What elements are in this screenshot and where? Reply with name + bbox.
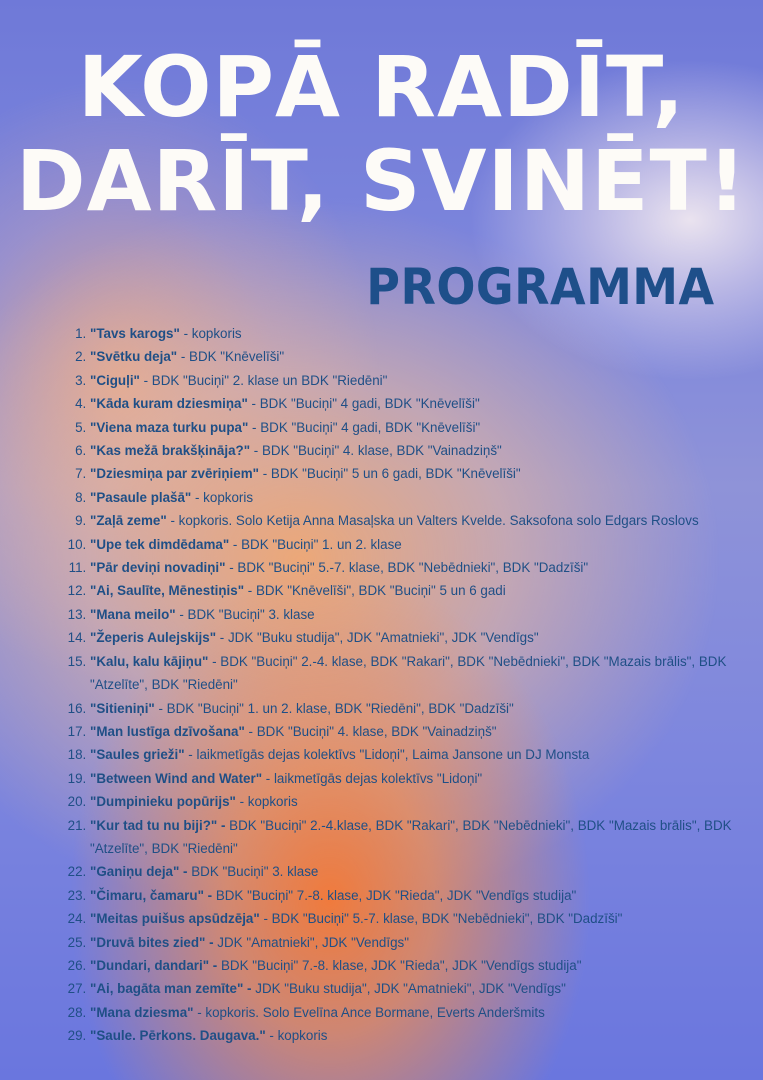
program-item-title: "Sitieniņi": [90, 700, 155, 716]
program-item-title: "Zaļā zeme": [90, 513, 167, 529]
program-item: [90, 650, 763, 697]
program-item: [90, 931, 763, 954]
program-item-title: "Pār deviņi novadiņi": [90, 560, 226, 576]
program-item-title: "Viena maza turku pupa": [90, 419, 249, 435]
program-item: [90, 977, 763, 1000]
program-item: [90, 392, 763, 415]
program-item-performers: - BDK "Buciņi" 2. klase un BDK "Riedēni": [139, 372, 388, 388]
program-item-title: "Žeperis Aulejskijs": [90, 630, 217, 646]
program-item-title: "Upe tek dimdēdama": [90, 536, 230, 552]
program-item: [90, 556, 763, 579]
program-item-title: "Ai, Saulīte, Mēnestiņis": [90, 583, 245, 599]
program-item-title: "Saules grieži": [90, 747, 185, 763]
program-item-performers: - BDK "Buciņi" 4 gadi, BDK "Knēvelīši": [248, 419, 481, 435]
program-item-performers: - laikmetīgās dejas kolektīvs "Lidoņi", Laima Jansone un DJ Monsta: [184, 747, 590, 763]
program-item-title: "Čimaru, čamaru" -: [90, 887, 213, 903]
program-item-title: "Dziesmiņa par zvēriņiem": [90, 466, 259, 482]
program-item: [90, 462, 763, 485]
program-item-title: "Svētku deja": [90, 349, 178, 365]
program-item: [90, 486, 763, 509]
program-item-performers: - BDK "Buciņi" 5.-7. klase, BDK "Nebēdnieki", BDK "Dadzīši": [259, 911, 623, 927]
program-item-title: "Dundari, dandari" -: [90, 957, 218, 973]
program-item-title: "Kalu, kalu kājiņu": [90, 653, 209, 669]
program-item: [90, 1001, 763, 1024]
program-item-performers: BDK "Buciņi" 7.-8. klase, JDK "Rieda", JDK "Vendīgs studija": [212, 887, 577, 903]
program-item-performers: - BDK "Knēvelīši", BDK "Buciņi" 5 un 6 gadi: [244, 583, 506, 599]
program-item: [90, 345, 763, 368]
program-heading: PROGRAMMA: [366, 258, 715, 316]
program-item-performers: - BDK "Buciņi" 4 gadi, BDK "Knēvelīši": [247, 396, 480, 412]
program-item: [90, 884, 763, 907]
program-item-title: "Pasaule plašā": [90, 489, 192, 505]
program-item-title: "Kur tad tu nu biji?" -: [90, 817, 226, 833]
program-item-title: "Dumpinieku popūrijs": [90, 794, 236, 810]
program-item: [90, 720, 763, 743]
headline-line-2: DARĪT, SVINĒT!: [15, 132, 748, 230]
program-item-performers: - JDK "Buku studija", JDK "Amatnieki", JDK "Vendīgs": [216, 630, 539, 646]
program-item-performers: - BDK "Buciņi" 4. klase, BDK "Vainadziņš": [250, 443, 502, 459]
program-item: [90, 322, 763, 345]
program-item-title: "Mana dziesma": [90, 1004, 194, 1020]
program-item-performers: - kopkoris. Solo Ketija Anna Masaļska un Valters Kvelde. Saksofona solo Edgars Roslovs: [166, 513, 699, 529]
program-item: [90, 439, 763, 462]
program-item: [90, 743, 763, 766]
program-item: [90, 626, 763, 649]
program-item: [90, 860, 763, 883]
program-item: [90, 954, 763, 977]
program-item: [90, 697, 763, 720]
program-item: [90, 579, 763, 602]
program-item-performers: JDK "Buku studija", JDK "Amatnieki", JDK "Vendīgs": [251, 981, 566, 997]
program-item-performers: - kopkoris: [179, 326, 242, 341]
program-list: [60, 322, 763, 1048]
program-item: [90, 1024, 763, 1047]
program-item-title: "Ciguļi": [90, 372, 140, 388]
program-item-title: "Meitas puišus apsūdzēja": [90, 911, 260, 927]
program-item: [90, 416, 763, 439]
program-item-title: "Kas mežā brakšķināja?": [90, 443, 251, 459]
program-item-performers: - BDK "Buciņi" 3. klase: [175, 606, 315, 622]
program-item: [90, 533, 763, 556]
program-item-performers: - BDK "Buciņi" 4. klase, BDK "Vainadziņš": [244, 723, 497, 739]
program-item-performers: JDK "Amatnieki", JDK "Vendīgs": [213, 934, 409, 950]
program-item-title: "Tavs karogs": [90, 326, 180, 341]
program-item: [90, 603, 763, 626]
program-item-performers: - BDK "Buciņi" 5.-7. klase, BDK "Nebēdnieki", BDK "Dadzīši": [225, 560, 589, 576]
program-item: [90, 790, 763, 813]
program-item: [90, 814, 763, 861]
program-item-title: "Ai, bagāta man zemīte" -: [90, 981, 252, 997]
program-item-title: "Mana meilo": [90, 606, 176, 622]
program-item-performers: - BDK "Buciņi" 1. un 2. klase: [229, 536, 402, 552]
program-item-performers: BDK "Buciņi" 2.-4.klase, BDK "Rakari", BDK "Nebēdnieki", BDK "Mazais brālis", BDK "Atzelīte", BDK "Riedēni": [90, 817, 732, 856]
program-item-title: "Kāda kuram dziesmiņa": [90, 396, 248, 412]
program-item: [90, 907, 763, 930]
program-item-performers: - BDK "Buciņi" 2.-4. klase, BDK "Rakari", BDK "Nebēdnieki", BDK "Mazais brālis", BDK "Atzelīte", BDK "Riedēni": [90, 653, 727, 693]
program-item-performers: - kopkoris: [191, 489, 254, 505]
program-item-performers: - laikmetīgās dejas kolektīvs "Lidoņi": [262, 770, 483, 786]
program-item-title: "Between Wind and Water": [90, 770, 263, 786]
program-item-performers: BDK "Buciņi" 7.-8. klase, JDK "Rieda", JDK "Vendīgs studija": [217, 957, 582, 973]
program-item-performers: - kopkoris: [265, 1028, 328, 1044]
headline-line-1: KOPĀ RADĪT,: [77, 38, 686, 136]
program-item-title: "Druvā bites zied" -: [90, 934, 214, 950]
program-item-title: "Saule. Pērkons. Daugava.": [90, 1028, 266, 1044]
program-item-title: "Man lustīga dzīvošana": [90, 723, 245, 739]
program-item-performers: - BDK "Buciņi" 5 un 6 gadi, BDK "Knēvelīši": [259, 466, 521, 482]
program-item-performers: - kopkoris. Solo Evelīna Ance Bormane, Everts Anderšmits: [193, 1004, 545, 1020]
program-item-performers: - BDK "Buciņi" 1. un 2. klase, BDK "Riedēni", BDK "Dadzīši": [154, 700, 514, 716]
program-item: [90, 767, 763, 790]
program-item-performers: - BDK "Knēvelīši": [177, 349, 285, 365]
program-item: [90, 369, 763, 392]
program-item-performers: - kopkoris: [235, 794, 298, 810]
program-item: [90, 509, 763, 532]
program-item-title: "Ganiņu deja" -: [90, 864, 188, 880]
program-item-performers: BDK "Buciņi" 3. klase: [187, 864, 319, 880]
headline: [0, 40, 763, 228]
